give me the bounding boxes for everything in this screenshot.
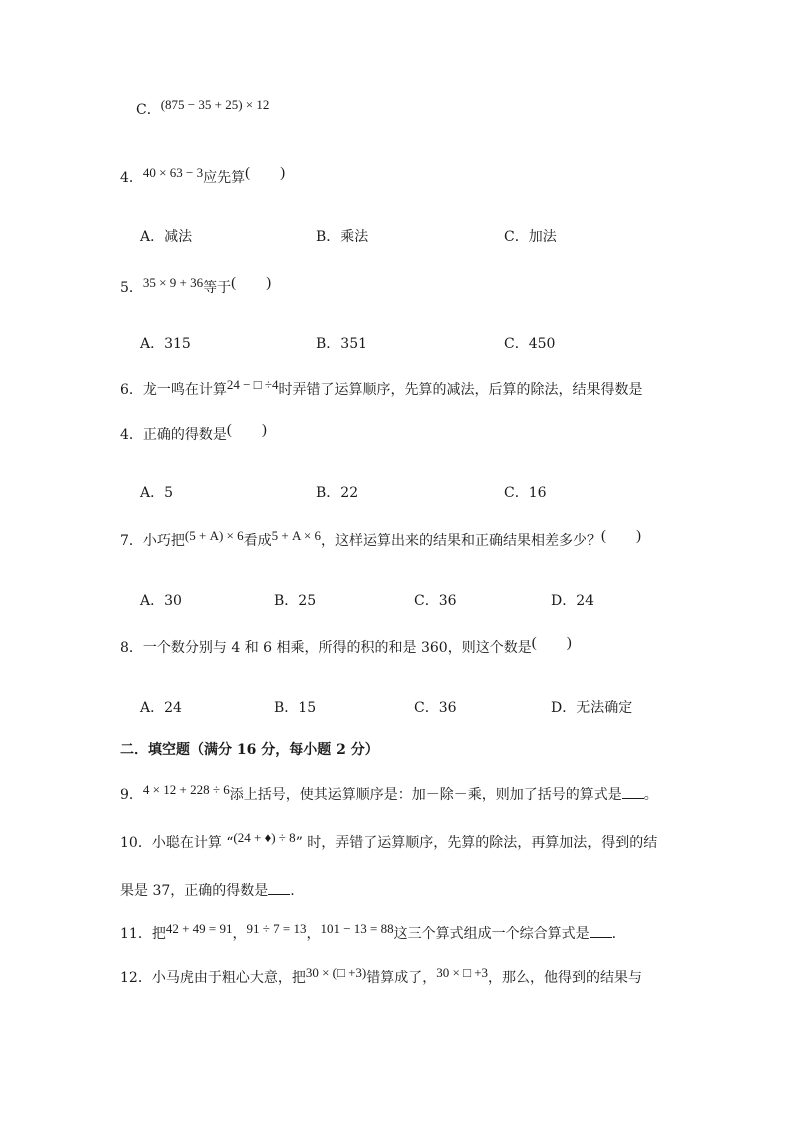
question-7 [120,528,641,551]
question-text: ” 时，弄错了运算顺序，先算的除法，再算加法，得到的结 [295,835,658,851]
q4-option-c[interactable]: C．加法 [504,229,557,245]
question-8 [120,635,572,658]
punctuation: . [611,926,617,942]
q7-option-d[interactable]: D．24 [551,593,595,609]
question-text: 看成 [243,533,272,549]
question-11 [120,921,617,944]
q6-option-a[interactable]: A．5 [140,485,174,501]
math-expression: 30 × □ +3 [436,965,489,980]
q8-option-b[interactable]: B．15 [274,700,317,716]
q8-option-a[interactable]: A．24 [140,700,182,716]
q7-option-c[interactable]: C．36 [414,593,457,609]
math-expression: 4 × 12 + 228 ÷ 6 [142,782,230,797]
question-5 [120,275,272,298]
q6-option-b[interactable]: B．22 [316,485,359,501]
question-text: 6．龙一鸣在计算 [120,382,227,398]
question-text: 4．正确的得数是 [120,427,227,443]
math-expression: 40 × 63 − 3 [142,165,204,180]
q6-option-c[interactable]: C．16 [504,485,547,501]
question-number: 4． [120,170,143,186]
math-expression: 101 − 13 = 88 [320,921,394,936]
question-number: 9． [120,787,143,803]
answer-paren: ( ) [226,422,267,438]
question-text: 添上括号，使其运算顺序是：加－除－乘，则加了括号的算式是 [229,787,622,803]
punctuation: 。 [643,787,658,803]
question-12 [120,965,643,988]
question-text: 果是 37，正确的得数是 [120,883,269,899]
punctuation: . [290,883,295,899]
answer-paren: ( ) [245,165,286,181]
math-expression: 5 + A × 6 [271,528,321,543]
q4-option-b[interactable]: B．乘法 [316,229,369,245]
punctuation: ， [232,926,247,942]
punctuation: ， [306,926,321,942]
math-expression: 30 × (□ +3) [305,965,367,980]
question-9 [120,782,658,805]
question-4 [120,165,286,188]
option-label: C． [136,102,161,118]
math-expression: 42 + 49 = 91 [165,921,233,936]
math-expression: (24 + ♦) ÷ 8 [233,830,296,845]
answer-paren: ( ) [231,275,272,291]
math-expression: (875 − 35 + 25) × 12 [160,97,270,112]
q5-option-c[interactable]: C．450 [504,336,556,352]
q5-option-b[interactable]: B．351 [316,336,368,352]
question-text: 应先算 [203,170,246,186]
question-text: 这三个算式组成一个综合算式是 [393,926,590,942]
question-6-line-2 [120,422,267,445]
math-expression: 24 − □ ÷4 [226,377,279,392]
answer-paren: ( ) [531,635,572,651]
question-text: ，这样运算出来的结果和正确结果相差多少？ [320,533,601,549]
question-text: 8．一个数分别与 4 和 6 相乘，所得的积的和是 360，则这个数是 [120,640,532,656]
section-heading: 二．填空题（满分 16 分，每小题 2 分） [120,742,379,758]
question-text: 错算成了， [366,970,437,986]
question-text: 7．小巧把 [120,533,185,549]
math-expression: 91 ÷ 7 = 13 [246,921,307,936]
question-10-line-2 [120,881,295,901]
q7-option-b[interactable]: B．25 [274,593,317,609]
question-text: 等于 [203,280,232,296]
question-6-line-1 [120,377,643,400]
question-number: 5． [120,280,143,296]
question-text: ，那么，他得到的结果与 [488,970,643,986]
q4-option-a[interactable]: A．减法 [140,229,193,245]
math-expression: 35 × 9 + 36 [142,275,204,290]
q8-option-c[interactable]: C．36 [414,700,457,716]
q8-option-d[interactable]: D．无法确定 [551,700,633,716]
answer-blank[interactable] [268,882,290,895]
question-text: 11．把 [120,926,166,942]
answer-blank[interactable] [622,786,644,799]
answer-paren: ( ) [600,528,641,544]
q5-option-a[interactable]: A．315 [140,336,191,352]
question-text: 12．小马虎由于粗心大意，把 [120,970,306,986]
math-expression: (5 + A) × 6 [184,528,244,543]
question-text: 时弄错了运算顺序，先算的减法，后算的除法，结果得数是 [278,382,643,398]
q7-option-a[interactable]: A．30 [140,593,182,609]
question-text: 10．小聪在计算 “ [120,835,234,851]
question-10-line-1 [120,830,658,853]
q3-option-c [136,97,270,120]
answer-blank[interactable] [590,925,612,938]
